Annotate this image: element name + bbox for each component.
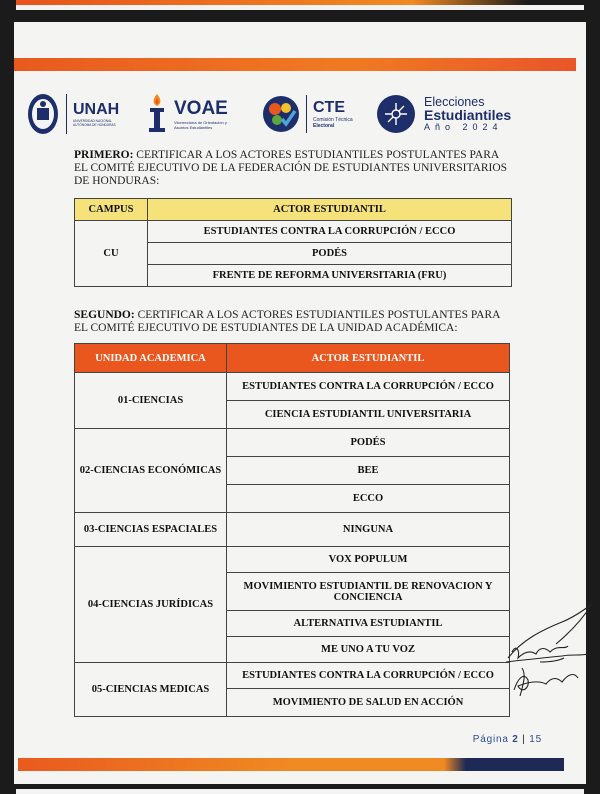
voae-name: VOAE [174,98,228,119]
segundo-lead: SEGUNDO: [74,309,135,321]
unah-logo [26,84,123,144]
table-row: ECCO [227,485,510,513]
table-row: NINGUNA [227,513,510,547]
voae-subtitle: Vicerrectoría de Orientación y Asuntos Estudiantiles [174,120,227,130]
segundo-paragraph [74,309,514,335]
previous-page-edge [16,0,584,10]
table-row: FRENTE DE REFORMA UNIVERSITARIA (FRU) [148,265,512,287]
unah-name: UNAH [73,101,120,118]
actor-header: ACTOR ESTUDIANTIL [148,199,512,221]
table-row: ESTUDIANTES CONTRA LA CORRUPCIÓN / ECCO [227,373,510,401]
table-row: ESTUDIANTES CONTRA LA CORRUPCIÓN / ECCO [227,663,510,689]
unit-cell: 05-CIENCIAS MEDICAS [75,663,227,717]
table-row: ESTUDIANTES CONTRA LA CORRUPCIÓN / ECCO [148,221,512,243]
campus-table [74,198,512,287]
page-total: 15 [529,734,542,745]
next-page-edge [16,789,584,794]
table-row: PODÉS [148,243,512,265]
unit-cell: 04-CIENCIAS JURÍDICAS [75,547,227,663]
document-page [14,22,586,784]
header-logos [26,84,574,144]
table-row: PODÉS [227,429,510,457]
header-stripe [14,58,576,71]
torch-icon [144,92,170,136]
cte-subtitle-2: Electoral [313,123,335,129]
elecciones-logo [376,84,511,144]
voae-logo [144,84,236,144]
footer-stripe [18,758,564,771]
segundo-text: CERTIFICAR A LOS ACTORES ESTUDIANTILES POSTULANTES PARA EL COMITÉ EJECUTIVO DE ESTUDIANTES DE LA UNIDAD ACADÉMICA: [74,309,500,334]
table-row: ME UNO A TU VOZ [227,637,510,663]
primero-lead: PRIMERO: [74,149,134,161]
elecciones-line2: Estudiantiles [424,106,512,123]
campus-header: CAMPUS [75,199,148,221]
cte-name: CTE [313,99,345,116]
page-number: 2 [512,734,519,745]
cte-logo [262,84,353,144]
cte-subtitle-1: Comisión Técnica [313,117,353,123]
elecciones-line3: Año 2024 [424,121,503,132]
table-row: BEE [227,457,510,485]
gears-check-icon [262,95,300,133]
unit-cell: 01-CIENCIAS [75,373,227,429]
actor-header: ACTOR ESTUDIANTIL [227,344,510,373]
network-icon [376,94,416,134]
unit-cell: 03-CIENCIAS ESPACIALES [75,513,227,547]
elecciones-line1: Elecciones [424,94,485,109]
table-row: CIENCIA ESTUDIANTIL UNIVERSITARIA [227,401,510,429]
table-row: MOVIMIENTO ESTUDIANTIL DE RENOVACION Y CONCIENCIA [227,573,510,611]
page-separator: | [522,734,526,745]
primero-text: CERTIFICAR A LOS ACTORES ESTUDIANTILES POSTULANTES PARA EL COMITÉ EJECUTIVO DE LA FEDERACIÓN DE ESTUDIANTES UNIVERSITARIOS DE HONDURAS: [74,149,508,187]
campus-cell: CU [75,221,148,287]
unah-seal-icon [26,92,60,136]
unah-subtitle: UNIVERSIDAD NACIONAL AUTÓNOMA DE HONDURAS [73,119,116,127]
page-footer [473,734,542,745]
unit-cell: 02-CIENCIAS ECONÓMICAS [75,429,227,513]
table-row: MOVIMIENTO DE SALUD EN ACCIÓN [227,689,510,717]
handwritten-signature [502,600,598,702]
page-label: Página [472,734,509,745]
table-row: ALTERNATIVA ESTUDIANTIL [227,611,510,637]
unidad-header: UNIDAD ACADEMICA [75,344,227,373]
table-row: VOX POPULUM [227,547,510,573]
unidad-table [74,343,510,717]
primero-paragraph [74,149,514,188]
